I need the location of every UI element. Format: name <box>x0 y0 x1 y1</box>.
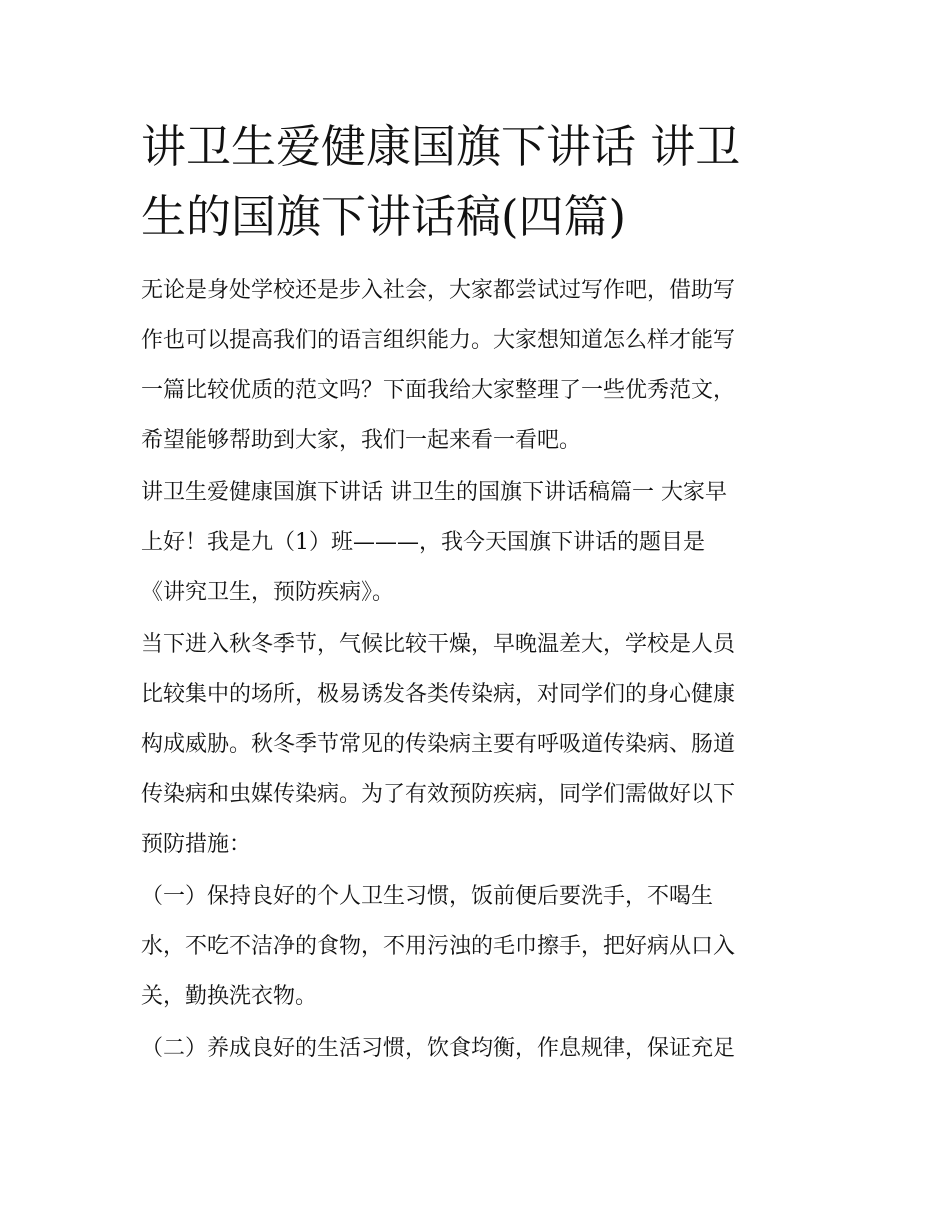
text-line: 构成威胁。秋冬季节常见的传染病主要有呼吸道传染病、肠道 <box>141 732 736 757</box>
text-line: （一）保持良好的个人卫生习惯，饭前便后要洗手，不喝生 <box>141 884 714 909</box>
document-page <box>141 112 813 1084</box>
text-line: 比较集中的场所，极易诱发各类传染病，对同学们的身心健康 <box>141 682 736 707</box>
text-line: 希望能够帮助到大家，我们一起来看一看吧。 <box>141 428 582 453</box>
text-line: （二）养成良好的生活习惯，饮食均衡，作息规律，保证充足 <box>141 1036 736 1061</box>
text-line: 一篇比较优质的范文吗？下面我给大家整理了一些优秀范文， <box>141 378 736 403</box>
paragraph-intro <box>141 274 813 474</box>
text-line: 讲卫生爱健康国旗下讲话 讲卫生的国旗下讲话稿篇一 大家早 <box>141 480 727 505</box>
text-line: 作也可以提高我们的语言组织能力。大家想知道怎么样才能写 <box>141 328 736 353</box>
paragraph-measure-1 <box>141 880 813 1030</box>
title-line: 生的国旗下讲话稿(四篇) <box>141 190 627 243</box>
text-line: 传染病和虫媒传染病。为了有效预防疾病，同学们需做好以下 <box>141 782 736 807</box>
title-line: 讲卫生爱健康国旗下讲话 讲卫 <box>141 120 741 173</box>
document-body <box>141 274 813 1082</box>
text-line: 无论是身处学校还是步入社会，大家都尝试过写作吧，借助写 <box>141 278 736 303</box>
paragraph-measure-2 <box>141 1032 813 1082</box>
paragraph-season <box>141 628 813 878</box>
text-line: 水，不吃不洁净的食物，不用污浊的毛巾擦手，把好病从口入 <box>141 934 736 959</box>
document-title <box>141 112 813 252</box>
paragraph-greeting <box>141 476 813 626</box>
text-line: 预防措施： <box>141 832 252 857</box>
text-line: 当下进入秋冬季节，气候比较干燥，早晚温差大，学校是人员 <box>141 632 736 657</box>
text-line: 《讲究卫生，预防疾病》。 <box>141 580 395 605</box>
text-line: 关，勤换洗衣物。 <box>141 984 318 1009</box>
text-line: 上好！我是九（1）班———，我今天国旗下讲话的题目是 <box>141 530 705 555</box>
